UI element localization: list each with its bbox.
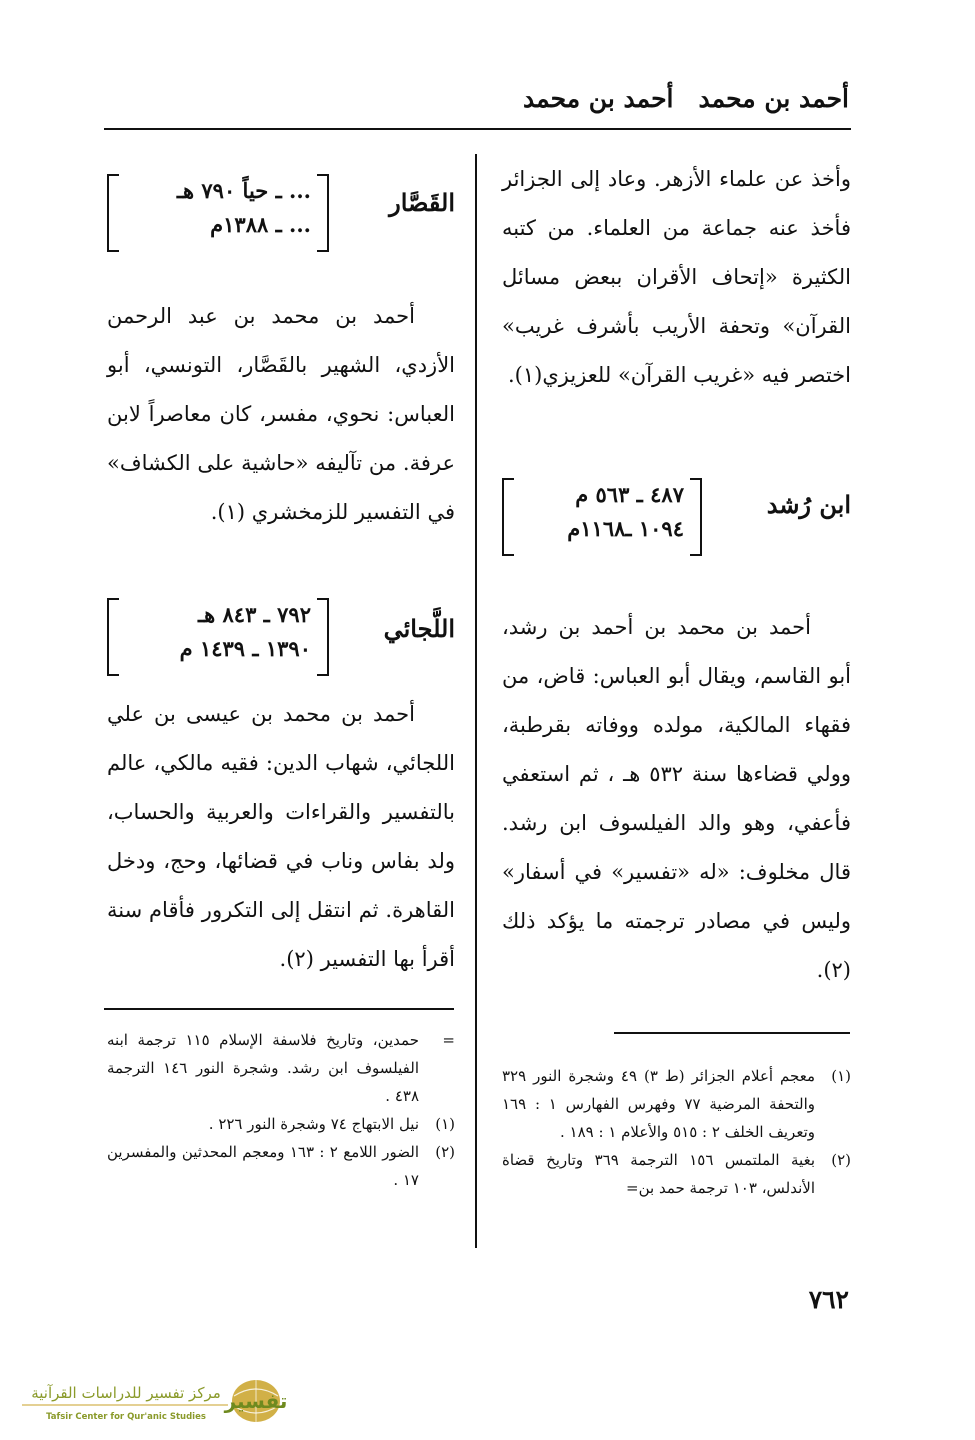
entry-name: ابن رُشد [766, 490, 851, 519]
entry-dates-bracket [502, 478, 702, 556]
entry-dates-bracket [107, 174, 329, 252]
entry-name: اللَّجائي [383, 614, 455, 643]
footnotes-right [502, 1062, 851, 1202]
page-number: ٧٦٢ [808, 1285, 849, 1314]
logo-arabic-name: مركز تفسير للدراسات القرآنية [31, 1384, 221, 1402]
footnote: (٢) الضور اللامع ٢ : ١٦٣ ومعجم المحدثين والمفسرين ١٧ . [107, 1143, 455, 1189]
right-column-paragraph-2: أحمد بن محمد بن أحمد بن رشد، أبو القاسم، ويقال أبو العباس: قاض، من فقهاء المالكية، مولده ووفاته بقرطبة، وولي قضاءها سنة ٥٣٢ هـ ، ثم استعفي فأعفي، وهو والد الفيلسوف ابن رشد. قال مخلوف: «له «تفسير» في أسفار» وليس في مصادر ترجمته ما يؤكد ذلك (٢). [502, 615, 851, 982]
right-column-paragraph-1: وأخذ عن علماء الأزهر. وعاد إلى الجزائر فأخذ عنه جماعة من العلماء. من كتبه الكثيرة «إتحاف الأقران ببعض مسائل القرآن» وتحفة الأريب بأشرف غريب» اختصر فيه «غريب القرآن» للعزيزي(١). [502, 167, 851, 387]
logo-emblem-icon [18, 1372, 288, 1430]
logo-arabic-word: تفسير [224, 1389, 288, 1413]
left-column-paragraph-1: أحمد بن محمد بن عبد الرحمن الأزدي، الشهير بالقَصَّار، التونسي، أبو العباس: نحوي، مفسر، كان معاصراً لابن عرفة. من تآليفه «حاشية على الكشاف» في التفسير للزمخشري (١). [107, 304, 455, 524]
footnote-rule-left [104, 1008, 454, 1010]
dates-hijri: ٧٩٢ ـ ٨٤٣ هـ [197, 602, 311, 627]
running-header-left: أحمد بن محمد [523, 84, 674, 113]
entry-ibn-rushd-heading [502, 474, 851, 558]
left-column-paragraph-2: أحمد بن محمد بن عيسى بن علي اللجائي، شهاب الدين: فقيه مالكي، عالم بالتفسير والقراءات والعربية والحساب، ولد بفاس وناب في قضائها، وحج، ودخل القاهرة. ثم انتقل إلى التكرور فأقام سنة أقرأ بها التفسير (٢). [107, 702, 455, 971]
footnote: (١) معجم أعلام الجزائر (ط ٣) ٤٩ وشجرة النور ٣٢٩ والتحفة المرضية ٧٧ وفهرس الفهارس ١ : ١٦٩ وتعريف الخلف ٢ : ٥١٥ والأعلام ١ : ١٨٩ . [502, 1067, 851, 1141]
header-rule [104, 128, 851, 130]
logo-english-name: Tafsir Center for Qur'anic Studies [46, 1412, 206, 1422]
footnote: (١) نيل الابتهاج ٧٤ وشجرة النور ٢٢٦ . [208, 1115, 455, 1133]
footnote-rule-right [614, 1032, 850, 1034]
dates-hijri: ... ـ حياً ٧٩٠ هـ [176, 178, 311, 203]
footnotes-left [107, 1026, 455, 1194]
dates-gregorian: ... ـ ١٣٨٨م [210, 212, 311, 237]
running-header-right: أحمد بن محمد [698, 84, 849, 113]
tafsir-center-logo [18, 1372, 288, 1430]
entry-name: القَصَّار [389, 188, 455, 217]
dates-hijri: ٤٨٧ ـ ٥٦٣ م [575, 482, 684, 507]
column-divider [475, 154, 477, 1248]
dates-gregorian: ١٣٩٠ ـ ١٤٣٩ م [179, 636, 311, 661]
entry-dates-bracket [107, 598, 329, 676]
footnote: (٢) بغية الملتمس ١٥٦ الترجمة ٣٦٩ وتاريخ قضاة الأندلس، ١٠٣ ترجمة حمد بن= [502, 1151, 851, 1197]
footnote: = حمدين، وتاريخ فلاسفة الإسلام ١١٥ ترجمة ابنه الفيلسوف ابن رشد. وشجرة النور ١٤٦ الترجمة ٤٣٨ . [107, 1031, 455, 1105]
entry-qassar-heading [107, 170, 455, 254]
entry-lajai-heading [107, 594, 455, 678]
dates-gregorian: ١٠٩٤ ـ١١٦٨م [567, 516, 684, 541]
